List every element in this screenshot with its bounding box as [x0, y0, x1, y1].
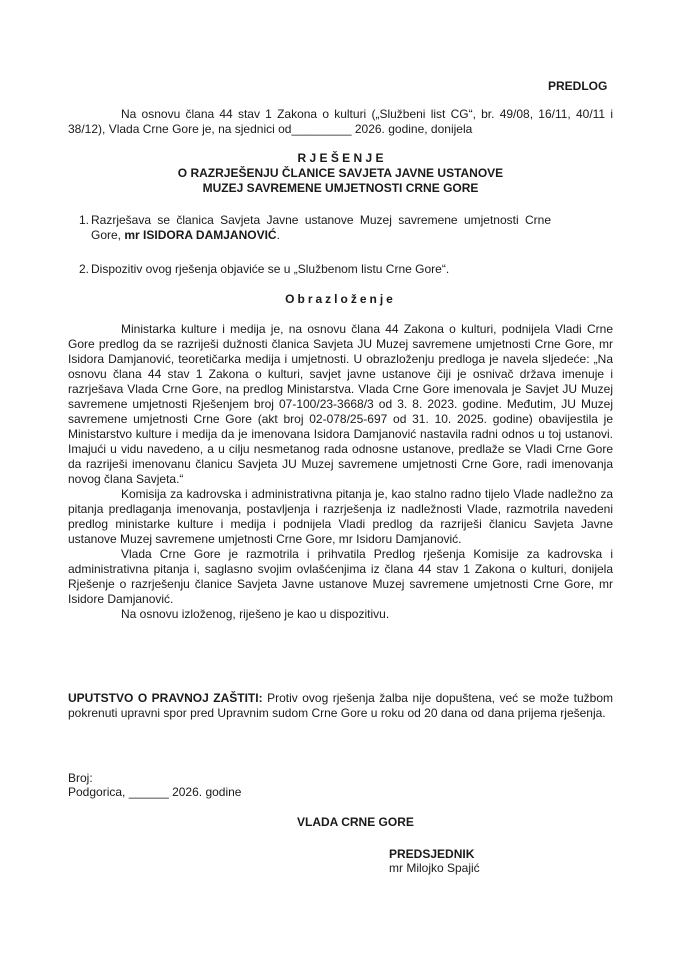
legal-instruction — [68, 691, 613, 721]
reasoning-paragraph-1: Ministarka kulture i medija je, na osnovu člana 44 Zakona o kulturi, podnijela Vladi Crne Gore predlog da se razriješi dužnosti članica Savjeta JU Muzej savremene umjetnosti Crne Gore, mr Isidora Damjanović, teoretičarka medija i umjetnosti. U obrazloženju predloga je navela sljedeće: „Na osnovu člana 44 stav 1 Zakona o kulturi, savjet javne ustanove čiji je osnivač država imenuje i razrješava Vlada Crne Gore, na predlog Ministarstva. Vlada Crne Gore imenovala je Savjet JU Muzej savremene umjetnosti Rješenjem broj 07-100/23-3668/3 od 3. 8. 2023. godine. Međutim, JU Muzej savremene umjetnosti Crne Gore (akt broj 02-078/25-697 od 31. 10. 2025. godine) obavijestila je Ministarstvo kulture i medija da je imenovana Isidora Damjanović nastavila radni odnos u toj ustanovi. Imajući u vidu navedeno, a u cilju nesmetanog rada odnosne ustanove, predlaže se Vladi Crne Gore da razriješi imenovanu članicu Savjeta JU Muzej savremene umjetnosti Crne Gore, radi imenovanja novog člana Savjeta.“ — [68, 322, 613, 486]
document-number: Broj: — [68, 771, 93, 785]
item-text: Razrješava se članica Savjeta Javne ustanove Muzej savremene umjetnosti Crne Gore, — [91, 213, 551, 242]
place-date: Podgorica, ______ 2026. godine — [68, 785, 242, 799]
item-name: mr ISIDORA DAMJANOVIĆ — [124, 228, 277, 242]
dispositive-item-2 — [79, 262, 551, 277]
proposal-label: PREDLOG — [548, 79, 608, 93]
item-suffix: . — [276, 228, 280, 242]
document-title — [68, 151, 613, 196]
dispositive-item-1 — [79, 213, 551, 243]
legal-instruction-text: Protiv ovog rješenja žalba nije dopuštena, već se može tužbom pokrenuti upravni spor pred Upravnim sudom Crne Gore u roku od 20 dana od dana prijema rješenja. — [68, 691, 613, 720]
item-number: 1. — [79, 213, 90, 227]
title-line-2: O RAZRJEŠENJU ČLANICE SAVJETA JAVNE USTANOVE — [177, 166, 504, 180]
reasoning-body — [68, 322, 613, 622]
title-line-1: R J E Š E N J E — [297, 151, 384, 165]
reasoning-paragraph-4: Na osnovu izloženog, riješeno je kao u dispozitivu. — [121, 607, 390, 621]
reasoning-heading: Obrazloženje — [285, 292, 396, 306]
president-title: PREDSJEDNIK — [389, 847, 475, 861]
preamble-text: Na osnovu člana 44 stav 1 Zakona o kulturi („Službeni list CG“, br. 49/08, 16/11, 40/11 i 38/12), Vlada Crne Gore je, na sjednici od_________ 2026. godine, donijela — [68, 107, 613, 136]
government-label: VLADA CRNE GORE — [297, 815, 414, 829]
item-text: Dispozitiv ovog rješenja objaviće se u „Službenom listu Crne Gore“. — [91, 262, 450, 276]
reasoning-paragraph-3: Vlada Crne Gore je razmotrila i prihvatila Predlog rješenja Komisije za kadrovska i administrativna pitanja i, saglasno svojim ovlašćenjima iz člana 44 stav 1 Zakona o kulturi, donijela Rješenje o razrješenju članice Savjeta Javne ustanove Muzej savremene umjetnosti Crne Gore, mr Isidore Damjanović. — [68, 547, 613, 606]
legal-instruction-label: UPUTSTVO O PRAVNOJ ZAŠTITI: — [68, 691, 263, 705]
president-name: mr Milojko Spajić — [389, 861, 480, 875]
title-line-3: MUZEJ SAVREMENE UMJETNOSTI CRNE GORE — [202, 181, 479, 195]
reasoning-paragraph-2: Komisija za kadrovska i administrativna pitanja je, kao stalno radno tijelo Vlade nadležno za pitanja predlaganja imenovanja, postavljenja i razrješenja iz nadležnosti Vlade, razmotrila navedeni predlog ministarke kulture i medija i podnijela Vladi predlog da razriješi članicu Savjeta Javne ustanove Muzej savremene umjetnosti Crne Gore, mr Isidoru Damjanović. — [68, 487, 613, 546]
item-number: 2. — [79, 262, 90, 276]
